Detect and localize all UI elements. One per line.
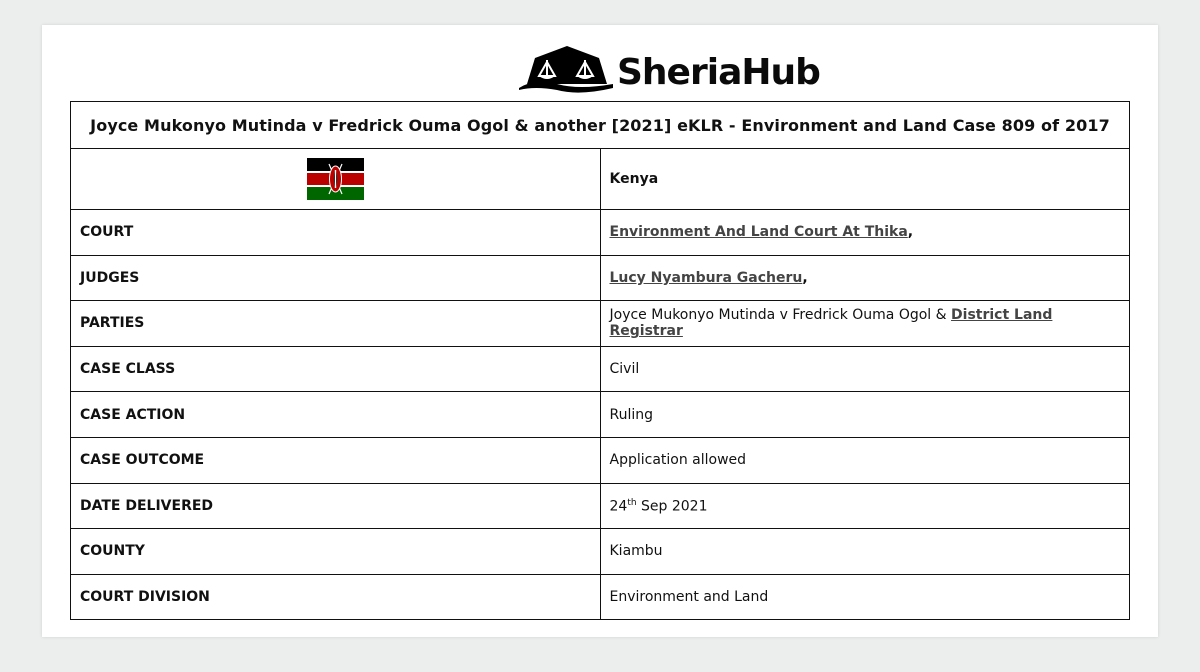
court-label: COURT [71, 210, 601, 256]
parties-row [71, 301, 1130, 347]
date-delivered-row [71, 483, 1130, 529]
court-division-label: COURT DIVISION [71, 574, 601, 620]
date-delivered-value [600, 483, 1130, 529]
judges-label: JUDGES [71, 255, 601, 301]
court-value [600, 210, 1130, 256]
judges-row [71, 255, 1130, 301]
date-ordinal: th [627, 497, 637, 508]
court-division-row [71, 574, 1130, 620]
flag-cell [71, 149, 601, 210]
parties-value [600, 301, 1130, 347]
court-suffix: , [907, 224, 914, 241]
brand-name: SheriaHub [617, 51, 820, 93]
case-outcome-label: CASE OUTCOME [71, 437, 601, 483]
case-card [42, 25, 1158, 637]
date-rest: Sep 2021 [636, 498, 708, 515]
case-action-value: Ruling [600, 392, 1130, 438]
case-class-row [71, 346, 1130, 392]
court-row [71, 210, 1130, 256]
judges-suffix: , [802, 269, 808, 286]
kenya-flag-icon [307, 158, 364, 200]
case-outcome-row [71, 437, 1130, 483]
case-class-label: CASE CLASS [71, 346, 601, 392]
date-day: 24 [609, 498, 628, 515]
county-label: COUNTY [71, 529, 601, 575]
case-action-label: CASE ACTION [71, 392, 601, 438]
country-name: Kenya [600, 149, 1130, 210]
case-action-row [71, 392, 1130, 438]
scales-logo-icon [517, 44, 615, 94]
county-row [71, 529, 1130, 575]
parties-text: Joyce Mukonyo Mutinda v Fredrick Ouma Ogol & [609, 307, 952, 324]
parties-label: PARTIES [71, 301, 601, 347]
judges-value [600, 255, 1130, 301]
case-title: Joyce Mukonyo Mutinda v Fredrick Ouma Ogol & another [2021] eKLR - Environment and Land Case 809 of 2017 [71, 102, 1130, 149]
court-link[interactable]: Environment And Land Court At Thika [609, 224, 908, 241]
sheriahub-logo[interactable] [517, 41, 820, 97]
case-class-value: Civil [600, 346, 1130, 392]
date-delivered-label: DATE DELIVERED [71, 483, 601, 529]
party-link[interactable]: District Land Registrar [609, 307, 1053, 340]
court-division-value: Environment and Land [600, 574, 1130, 620]
judge-link[interactable]: Lucy Nyambura Gacheru [609, 269, 803, 286]
county-value: Kiambu [600, 529, 1130, 575]
case-outcome-value: Application allowed [600, 437, 1130, 483]
case-info-table [70, 101, 1130, 620]
